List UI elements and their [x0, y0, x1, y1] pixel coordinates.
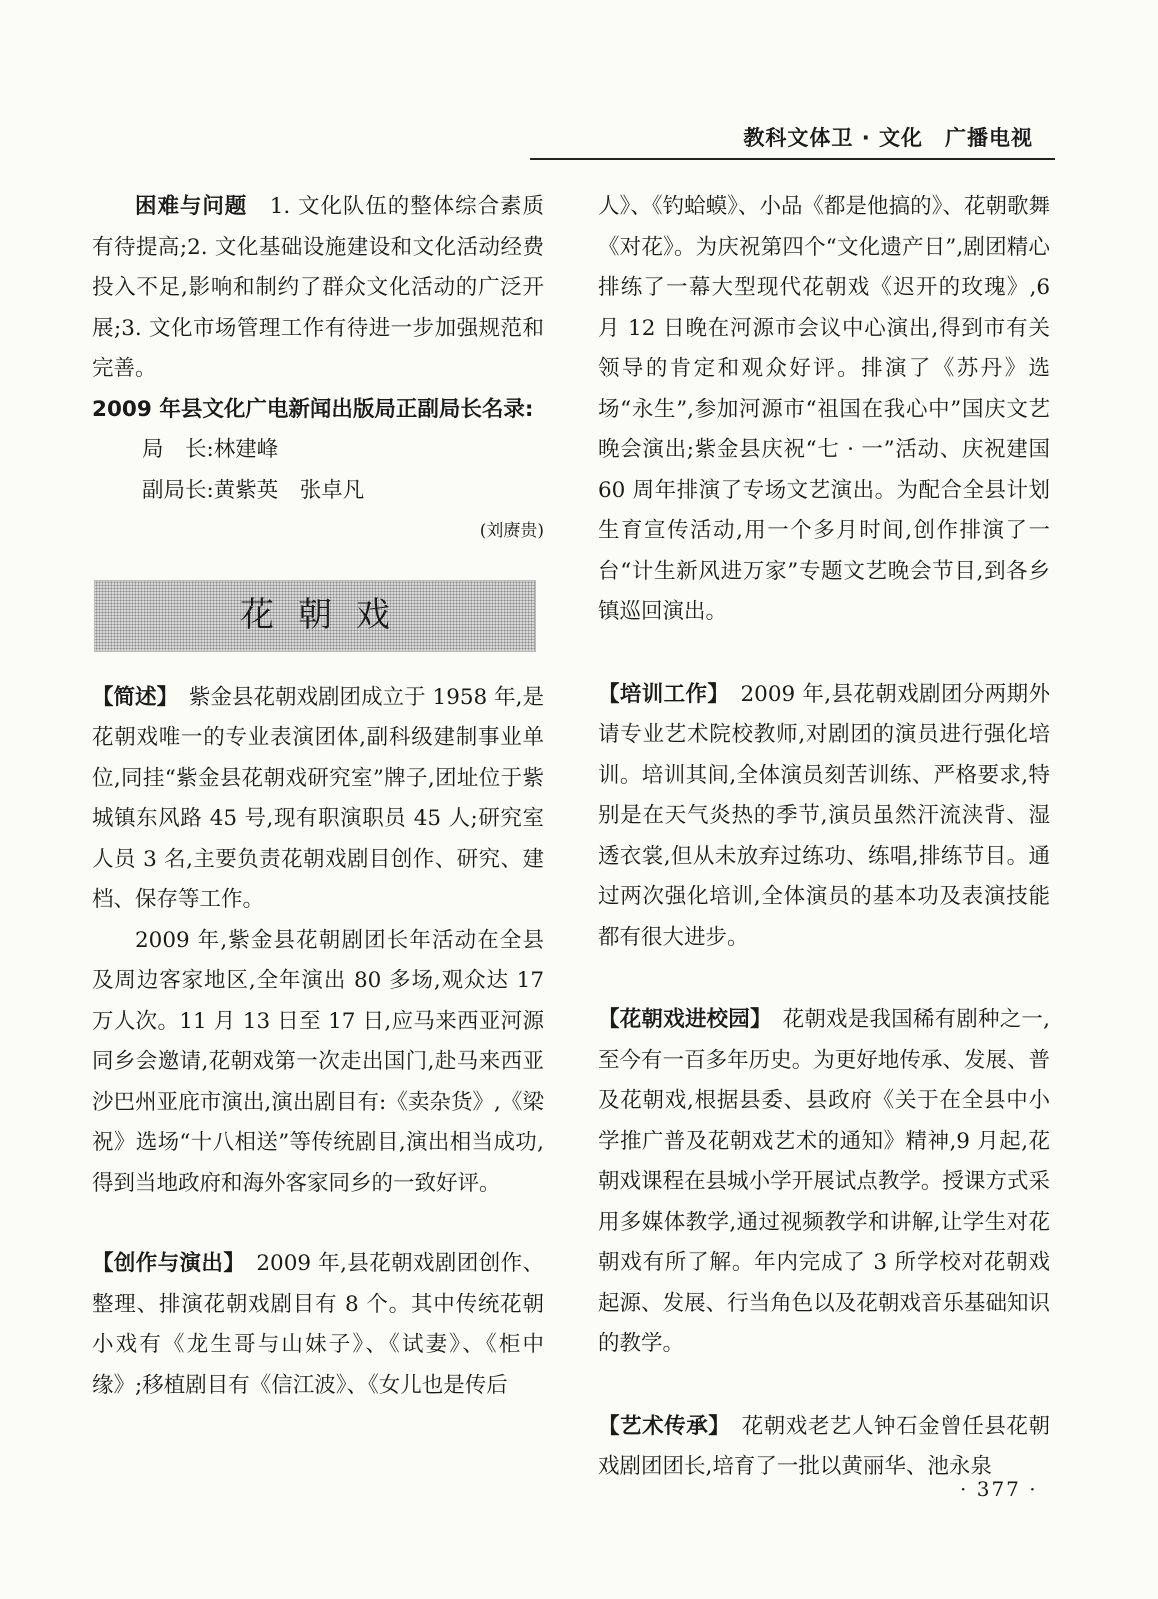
difficulty-paragraph [92, 187, 544, 390]
deputy-line: 副局长:黄紫英 张卓凡 [142, 477, 365, 503]
creation-paragraph [92, 1244, 544, 1406]
overview-paragraph [92, 678, 544, 921]
campus-text: 花朝戏是我国稀有剧种之一,至今有一百多年历史。为更好地传承、发展、普及花朝戏,根据县委、县政府《关于在全县中小学推广普及花朝戏艺术的通知》精神,9 月起,花朝戏课程在县城小学开展试点教学。授课方式采用多媒体教学,通过视频教学和讲解,让学生对花朝戏有所了解。年内完成了 3 所学校对花朝戏起源、发展、行当角色以及花朝戏音乐基础知识的教学。 [598, 1007, 1050, 1356]
section-title-box [94, 580, 536, 652]
author-credit: (刘赓贵) [479, 521, 544, 541]
heritage-tag: 【艺术传承】 [598, 1413, 720, 1439]
difficulty-lead: 困难与问题 [135, 194, 248, 219]
overview-text: 紫金县花朝戏剧团成立于 1958 年,是花朝戏唯一的专业表演团体,副科级建制事业单位,同挂“紫金县花朝戏研究室”牌子,团址位于紫城镇东风路 45 号,现有职演职员 45 人;研究室人员 3 名,主要负责花朝戏剧目创作、研究、建档、保存等工作。 [92, 684, 544, 912]
running-header [530, 118, 1055, 160]
heritage-paragraph [598, 1407, 1050, 1488]
roster-title: 2009 年县文化广电新闻出版局正副局长名录: [92, 396, 534, 422]
training-tag: 【培训工作】 [598, 681, 719, 707]
creation-text: 2009 年,县花朝戏剧团创作、整理、排演花朝戏剧目有 8 个。其中传统花朝小戏有《龙生哥与山妹子》、《试妻》、《柜中缘》;移植剧目有《信江波》、《女儿也是传后 [92, 1251, 544, 1398]
overview-paragraph-2: 2009 年,紫金县花朝剧团长年活动在全县及周边客家地区,全年演出 80 多场,观众达 17 万人次。11 月 13 日至 17 日,应马来西亚河源同乡会邀请,花朝戏第一次走出国门,赴马来西亚沙巴州亚庇市演出,演出剧目有:《卖杂货》,《梁祝》选场“十八相送”等传统剧目,演出相当成功,得到当地政府和海外客家同乡的一致好评。 [92, 927, 544, 1196]
training-paragraph [598, 675, 1050, 959]
training-text: 2009 年,县花朝戏剧团分两期外请专业艺术院校教师,对剧团的演员进行强化培训。培训其间,全体演员刻苦训练、严格要求,特别是在天气炎热的季节,演员虽然汗流浃背、湿透衣裳,但从未放弃过练功、练唱,排练节目。通过两次强化培训,全体演员的基本功及表演技能都有很大进步。 [598, 681, 1050, 950]
section-title: 花朝戏 [240, 595, 414, 636]
campus-paragraph [598, 1000, 1050, 1365]
left-column [92, 187, 544, 1406]
difficulty-text: 1. 文化队伍的整体综合素质有待提高;2. 文化基础设施建设和文化活动经费投入不足,影响和制约了群众文化活动的广泛开展;3. 文化市场管理工作有待进一步加强规范和完善。 [92, 194, 544, 381]
right-column [598, 187, 1050, 1488]
heritage-text: 花朝戏老艺人钟石金曾任县花朝戏剧团团长,培育了一批以黄丽华、池永泉 [598, 1413, 1050, 1479]
creation-tag: 【创作与演出】 [92, 1251, 235, 1276]
creation-continued: 人》、《钓蛤蟆》、小品《都是他搞的》、花朝歌舞《对花》。为庆祝第四个“文化遗产日”,剧团精心排练了一幕大型现代花朝戏《迟开的玫瑰》,6 月 12 日晚在河源市会议中心演出,得到市有关领导的肯定和观众好评。排演了《苏丹》选场“永生”,参加河源市“祖国在我心中”国庆文艺晚会演出;紫金县庆祝“七 · 一”活动、庆祝建国 60 周年排演了专场文艺演出。为配合全县计划生育宣传活动,用一个多月时间,创作排演了一台“计生新风进万家”专题文艺晚会节目,到各乡镇巡回演出。 [598, 194, 1050, 624]
section-header-text: 教科文体卫 · 文化 广播电视 [743, 126, 1033, 150]
director-line: 局 长:林建峰 [142, 437, 279, 462]
overview-tag: 【简述】 [92, 684, 168, 710]
page-number: · 377 · [960, 1477, 1038, 1501]
campus-tag: 【花朝戏进校园】 [598, 1007, 761, 1032]
